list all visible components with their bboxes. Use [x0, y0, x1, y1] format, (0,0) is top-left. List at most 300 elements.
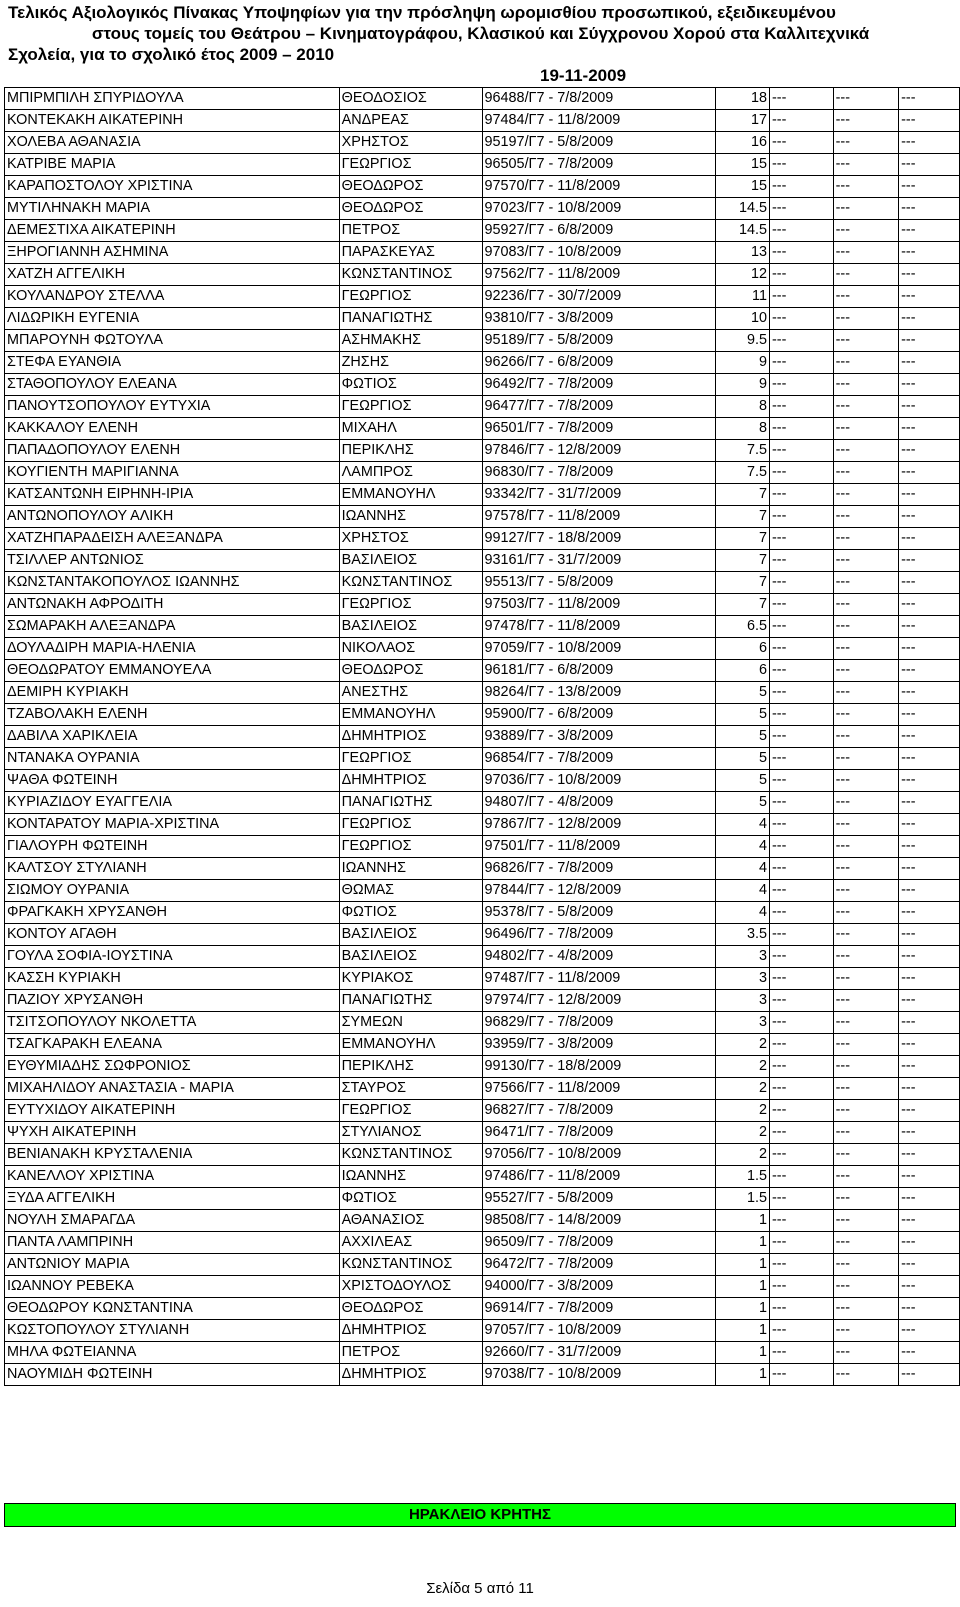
- col7-cell: ---: [899, 770, 960, 792]
- father-name-cell: ΣΥΜΕΩΝ: [339, 1012, 482, 1034]
- father-name-cell: ΠΕΤΡΟΣ: [339, 1342, 482, 1364]
- father-name-cell: ΘΕΟΔΟΣΙΟΣ: [339, 88, 482, 110]
- surname-cell: ΙΩΑΝΝΟΥ ΡΕΒΕΚΑ: [5, 1276, 340, 1298]
- surname-cell: ΝΑΟΥΜΙΔΗ ΦΩΤΕΙΝΗ: [5, 1364, 340, 1386]
- table-row: [5, 836, 960, 858]
- col7-cell: ---: [899, 308, 960, 330]
- title-line-1: Τελικός Αξιολογικός Πίνακας Υποψηφίων για την πρόσληψη ωρομισθίου προσωπικού, εξειδικευμένου: [8, 3, 836, 22]
- col6-cell: ---: [833, 242, 899, 264]
- col7-cell: ---: [899, 528, 960, 550]
- score-cell: 1: [715, 1298, 769, 1320]
- col5-cell: ---: [769, 682, 833, 704]
- table-row: [5, 286, 960, 308]
- protocol-cell: 96471/Γ7 - 7/8/2009: [482, 1122, 715, 1144]
- col5-cell: ---: [769, 330, 833, 352]
- surname-cell: ΧΟΛΕΒΑ ΑΘΑΝΑΣΙΑ: [5, 132, 340, 154]
- col7-cell: ---: [899, 176, 960, 198]
- surname-cell: ΚΟΝΤΟΥ ΑΓΑΘΗ: [5, 924, 340, 946]
- col5-cell: ---: [769, 1144, 833, 1166]
- col6-cell: ---: [833, 198, 899, 220]
- col5-cell: ---: [769, 1188, 833, 1210]
- protocol-cell: 95927/Γ7 - 6/8/2009: [482, 220, 715, 242]
- surname-cell: ΚΟΥΛΑΝΔΡΟΥ ΣΤΕΛΛΑ: [5, 286, 340, 308]
- col7-cell: ---: [899, 704, 960, 726]
- col5-cell: ---: [769, 462, 833, 484]
- protocol-cell: 95189/Γ7 - 5/8/2009: [482, 330, 715, 352]
- col5-cell: ---: [769, 1056, 833, 1078]
- table-row: [5, 330, 960, 352]
- col7-cell: ---: [899, 484, 960, 506]
- surname-cell: ΤΣΑΓΚΑΡΑΚΗ ΕΛΕΑΝΑ: [5, 1034, 340, 1056]
- table-row: [5, 748, 960, 770]
- col6-cell: ---: [833, 858, 899, 880]
- table-row: [5, 924, 960, 946]
- col6-cell: ---: [833, 1342, 899, 1364]
- col5-cell: ---: [769, 946, 833, 968]
- father-name-cell: ΦΩΤΙΟΣ: [339, 902, 482, 924]
- table-row: [5, 946, 960, 968]
- col7-cell: ---: [899, 968, 960, 990]
- col7-cell: ---: [899, 1254, 960, 1276]
- table-row: [5, 462, 960, 484]
- table-row: [5, 1034, 960, 1056]
- father-name-cell: ΑΧΧΙΛΕΑΣ: [339, 1232, 482, 1254]
- col5-cell: ---: [769, 1320, 833, 1342]
- col6-cell: ---: [833, 220, 899, 242]
- col7-cell: ---: [899, 836, 960, 858]
- table-row: [5, 1144, 960, 1166]
- table-row: [5, 1232, 960, 1254]
- col5-cell: ---: [769, 660, 833, 682]
- col6-cell: ---: [833, 352, 899, 374]
- col6-cell: ---: [833, 484, 899, 506]
- score-cell: 3: [715, 1012, 769, 1034]
- table-row: [5, 902, 960, 924]
- father-name-cell: ΕΜΜΑΝΟΥΗΛ: [339, 484, 482, 506]
- col5-cell: ---: [769, 792, 833, 814]
- col7-cell: ---: [899, 1188, 960, 1210]
- protocol-cell: 97056/Γ7 - 10/8/2009: [482, 1144, 715, 1166]
- protocol-cell: 97059/Γ7 - 10/8/2009: [482, 638, 715, 660]
- score-cell: 7.5: [715, 462, 769, 484]
- father-name-cell: ΠΕΡΙΚΛΗΣ: [339, 440, 482, 462]
- col6-cell: ---: [833, 330, 899, 352]
- col5-cell: ---: [769, 264, 833, 286]
- col6-cell: ---: [833, 1232, 899, 1254]
- surname-cell: ΚΥΡΙΑΖΙΔΟΥ ΕΥΑΓΓΕΛΙΑ: [5, 792, 340, 814]
- col7-cell: ---: [899, 506, 960, 528]
- protocol-cell: 97503/Γ7 - 11/8/2009: [482, 594, 715, 616]
- region-banner: ΗΡΑΚΛΕΙΟ ΚΡΗΤΗΣ: [4, 1503, 956, 1527]
- col6-cell: ---: [833, 1364, 899, 1386]
- protocol-cell: 96914/Γ7 - 7/8/2009: [482, 1298, 715, 1320]
- father-name-cell: ΑΣΗΜΑΚΗΣ: [339, 330, 482, 352]
- father-name-cell: ΓΕΩΡΓΙΟΣ: [339, 1100, 482, 1122]
- col6-cell: ---: [833, 1188, 899, 1210]
- surname-cell: ΚΑΚΚΑΛΟΥ ΕΛΕΝΗ: [5, 418, 340, 440]
- col7-cell: ---: [899, 1056, 960, 1078]
- surname-cell: ΠΑΝΟΥΤΣΟΠΟΥΛΟΥ ΕΥΤΥΧΙΑ: [5, 396, 340, 418]
- col6-cell: ---: [833, 308, 899, 330]
- col6-cell: ---: [833, 528, 899, 550]
- col7-cell: ---: [899, 638, 960, 660]
- protocol-cell: 96501/Γ7 - 7/8/2009: [482, 418, 715, 440]
- father-name-cell: ΚΩΝΣΤΑΝΤΙΝΟΣ: [339, 572, 482, 594]
- table-row: [5, 1100, 960, 1122]
- surname-cell: ΣΤΑΘΟΠΟΥΛΟΥ ΕΛΕΑΝΑ: [5, 374, 340, 396]
- score-cell: 1: [715, 1276, 769, 1298]
- score-cell: 4: [715, 814, 769, 836]
- surname-cell: ΜΠΙΡΜΠΙΛΗ ΣΠΥΡΙΔΟΥΛΑ: [5, 88, 340, 110]
- table-row: [5, 418, 960, 440]
- protocol-cell: 95513/Γ7 - 5/8/2009: [482, 572, 715, 594]
- col6-cell: ---: [833, 550, 899, 572]
- col7-cell: ---: [899, 220, 960, 242]
- score-cell: 5: [715, 770, 769, 792]
- surname-cell: ΜΠΑΡΟΥΝΗ ΦΩΤΟΥΛΑ: [5, 330, 340, 352]
- col5-cell: ---: [769, 1342, 833, 1364]
- surname-cell: ΠΑΖΙΟΥ ΧΡΥΣΑΝΘΗ: [5, 990, 340, 1012]
- col7-cell: ---: [899, 990, 960, 1012]
- score-cell: 9.5: [715, 330, 769, 352]
- surname-cell: ΚΑΤΣΑΝΤΩΝΗ ΕΙΡΗΝΗ-ΙΡΙΑ: [5, 484, 340, 506]
- table-row: [5, 1012, 960, 1034]
- col5-cell: ---: [769, 242, 833, 264]
- surname-cell: ΧΑΤΖΗ ΑΓΓΕΛΙΚΗ: [5, 264, 340, 286]
- col6-cell: ---: [833, 176, 899, 198]
- table-row: [5, 264, 960, 286]
- father-name-cell: ΣΤΥΛΙΑΝΟΣ: [339, 1122, 482, 1144]
- surname-cell: ΑΝΤΩΝΑΚΗ ΑΦΡΟΔΙΤΗ: [5, 594, 340, 616]
- col5-cell: ---: [769, 154, 833, 176]
- table-row: [5, 110, 960, 132]
- father-name-cell: ΠΕΡΙΚΛΗΣ: [339, 1056, 482, 1078]
- col7-cell: ---: [899, 1298, 960, 1320]
- surname-cell: ΘΕΟΔΩΡΟΥ ΚΩΝΣΤΑΝΤΙΝΑ: [5, 1298, 340, 1320]
- col7-cell: ---: [899, 352, 960, 374]
- col5-cell: ---: [769, 968, 833, 990]
- col6-cell: ---: [833, 1100, 899, 1122]
- surname-cell: ΚΟΝΤΕΚΑΚΗ ΑΙΚΑΤΕΡΙΝΗ: [5, 110, 340, 132]
- score-cell: 7: [715, 572, 769, 594]
- table-row: [5, 1364, 960, 1386]
- father-name-cell: ΣΤΑΥΡΟΣ: [339, 1078, 482, 1100]
- father-name-cell: ΘΕΟΔΩΡΟΣ: [339, 1298, 482, 1320]
- protocol-cell: 96477/Γ7 - 7/8/2009: [482, 396, 715, 418]
- title-line-3: Σχολεία, για το σχολικό έτος 2009 – 2010: [8, 45, 335, 64]
- col6-cell: ---: [833, 660, 899, 682]
- table-row: [5, 132, 960, 154]
- score-cell: 2: [715, 1034, 769, 1056]
- score-cell: 5: [715, 704, 769, 726]
- score-cell: 13: [715, 242, 769, 264]
- col5-cell: ---: [769, 814, 833, 836]
- col5-cell: ---: [769, 506, 833, 528]
- score-cell: 1.5: [715, 1188, 769, 1210]
- col5-cell: ---: [769, 550, 833, 572]
- protocol-cell: 99127/Γ7 - 18/8/2009: [482, 528, 715, 550]
- table-row: [5, 1166, 960, 1188]
- father-name-cell: ΧΡΗΣΤΟΣ: [339, 132, 482, 154]
- col7-cell: ---: [899, 1166, 960, 1188]
- score-cell: 2: [715, 1144, 769, 1166]
- father-name-cell: ΙΩΑΝΝΗΣ: [339, 1166, 482, 1188]
- protocol-cell: 95378/Γ7 - 5/8/2009: [482, 902, 715, 924]
- score-cell: 1: [715, 1254, 769, 1276]
- col5-cell: ---: [769, 638, 833, 660]
- col5-cell: ---: [769, 1232, 833, 1254]
- protocol-cell: 97578/Γ7 - 11/8/2009: [482, 506, 715, 528]
- protocol-cell: 97844/Γ7 - 12/8/2009: [482, 880, 715, 902]
- father-name-cell: ΠΕΤΡΟΣ: [339, 220, 482, 242]
- score-cell: 2: [715, 1100, 769, 1122]
- protocol-cell: 96492/Γ7 - 7/8/2009: [482, 374, 715, 396]
- score-cell: 14.5: [715, 198, 769, 220]
- col6-cell: ---: [833, 154, 899, 176]
- col6-cell: ---: [833, 1012, 899, 1034]
- score-cell: 6: [715, 638, 769, 660]
- score-cell: 7: [715, 528, 769, 550]
- surname-cell: ΔΑΒΙΛΑ ΧΑΡΙΚΛΕΙΑ: [5, 726, 340, 748]
- surname-cell: ΚΑΡΑΠΟΣΤΟΛΟΥ ΧΡΙΣΤΙΝΑ: [5, 176, 340, 198]
- col5-cell: ---: [769, 132, 833, 154]
- score-cell: 7.5: [715, 440, 769, 462]
- table-row: [5, 528, 960, 550]
- surname-cell: ΝΤΑΝΑΚΑ ΟΥΡΑΝΙΑ: [5, 748, 340, 770]
- col5-cell: ---: [769, 528, 833, 550]
- col6-cell: ---: [833, 418, 899, 440]
- father-name-cell: ΑΘΑΝΑΣΙΟΣ: [339, 1210, 482, 1232]
- protocol-cell: 97478/Γ7 - 11/8/2009: [482, 616, 715, 638]
- score-cell: 7: [715, 484, 769, 506]
- col5-cell: ---: [769, 572, 833, 594]
- surname-cell: ΑΝΤΩΝΙΟΥ ΜΑΡΙΑ: [5, 1254, 340, 1276]
- table-row: [5, 1122, 960, 1144]
- table-row: [5, 704, 960, 726]
- surname-cell: ΚΩΝΣΤΑΝΤΑΚΟΠΟΥΛΟΣ ΙΩΑΝΝΗΣ: [5, 572, 340, 594]
- col5-cell: ---: [769, 396, 833, 418]
- score-cell: 5: [715, 792, 769, 814]
- col6-cell: ---: [833, 1298, 899, 1320]
- col6-cell: ---: [833, 726, 899, 748]
- score-cell: 6: [715, 660, 769, 682]
- surname-cell: ΜΙΧΑΗΛΙΔΟΥ ΑΝΑΣΤΑΣΙΑ - ΜΑΡΙΑ: [5, 1078, 340, 1100]
- surname-cell: ΚΑΤΡΙΒΕ ΜΑΡΙΑ: [5, 154, 340, 176]
- protocol-cell: 95900/Γ7 - 6/8/2009: [482, 704, 715, 726]
- table-row: [5, 88, 960, 110]
- col6-cell: ---: [833, 1056, 899, 1078]
- col5-cell: ---: [769, 924, 833, 946]
- score-cell: 1: [715, 1232, 769, 1254]
- table-row: [5, 308, 960, 330]
- surname-cell: ΔΕΜΕΣΤΙΧΑ ΑΙΚΑΤΕΡΙΝΗ: [5, 220, 340, 242]
- score-cell: 8: [715, 396, 769, 418]
- father-name-cell: ΚΩΝΣΤΑΝΤΙΝΟΣ: [339, 264, 482, 286]
- protocol-cell: 95197/Γ7 - 5/8/2009: [482, 132, 715, 154]
- col6-cell: ---: [833, 968, 899, 990]
- col7-cell: ---: [899, 242, 960, 264]
- col6-cell: ---: [833, 638, 899, 660]
- surname-cell: ΓΙΑΛΟΥΡΗ ΦΩΤΕΙΝΗ: [5, 836, 340, 858]
- father-name-cell: ΘΕΟΔΩΡΟΣ: [339, 660, 482, 682]
- col6-cell: ---: [833, 748, 899, 770]
- protocol-cell: 94802/Γ7 - 4/8/2009: [482, 946, 715, 968]
- father-name-cell: ΚΩΝΣΤΑΝΤΙΝΟΣ: [339, 1254, 482, 1276]
- score-cell: 3: [715, 946, 769, 968]
- col5-cell: ---: [769, 1210, 833, 1232]
- protocol-cell: 92660/Γ7 - 31/7/2009: [482, 1342, 715, 1364]
- score-cell: 3.5: [715, 924, 769, 946]
- col5-cell: ---: [769, 374, 833, 396]
- col7-cell: ---: [899, 880, 960, 902]
- table-row: [5, 220, 960, 242]
- father-name-cell: ΒΑΣΙΛΕΙΟΣ: [339, 616, 482, 638]
- col7-cell: ---: [899, 1012, 960, 1034]
- surname-cell: ΦΡΑΓΚΑΚΗ ΧΡΥΣΑΝΘΗ: [5, 902, 340, 924]
- table-row: [5, 1254, 960, 1276]
- table-row: [5, 726, 960, 748]
- father-name-cell: ΒΑΣΙΛΕΙΟΣ: [339, 946, 482, 968]
- col6-cell: ---: [833, 462, 899, 484]
- col6-cell: ---: [833, 1210, 899, 1232]
- col7-cell: ---: [899, 132, 960, 154]
- col5-cell: ---: [769, 1100, 833, 1122]
- score-cell: 9: [715, 374, 769, 396]
- score-cell: 5: [715, 726, 769, 748]
- score-cell: 9: [715, 352, 769, 374]
- col6-cell: ---: [833, 1122, 899, 1144]
- protocol-cell: 96266/Γ7 - 6/8/2009: [482, 352, 715, 374]
- col6-cell: ---: [833, 880, 899, 902]
- protocol-cell: 94000/Γ7 - 3/8/2009: [482, 1276, 715, 1298]
- protocol-cell: 97562/Γ7 - 11/8/2009: [482, 264, 715, 286]
- col7-cell: ---: [899, 1210, 960, 1232]
- col5-cell: ---: [769, 198, 833, 220]
- col5-cell: ---: [769, 110, 833, 132]
- score-cell: 8: [715, 418, 769, 440]
- col7-cell: ---: [899, 1100, 960, 1122]
- col7-cell: ---: [899, 396, 960, 418]
- col7-cell: ---: [899, 946, 960, 968]
- col6-cell: ---: [833, 1276, 899, 1298]
- protocol-cell: 97057/Γ7 - 10/8/2009: [482, 1320, 715, 1342]
- protocol-cell: 93889/Γ7 - 3/8/2009: [482, 726, 715, 748]
- col5-cell: ---: [769, 1078, 833, 1100]
- table-row: [5, 484, 960, 506]
- col5-cell: ---: [769, 616, 833, 638]
- surname-cell: ΚΑΝΕΛΛΟΥ ΧΡΙΣΤΙΝΑ: [5, 1166, 340, 1188]
- score-cell: 12: [715, 264, 769, 286]
- father-name-cell: ΓΕΩΡΓΙΟΣ: [339, 396, 482, 418]
- col6-cell: ---: [833, 1078, 899, 1100]
- surname-cell: ΚΑΛΤΣΟΥ ΣΤΥΛΙΑΝΗ: [5, 858, 340, 880]
- col6-cell: ---: [833, 572, 899, 594]
- protocol-cell: 97083/Γ7 - 10/8/2009: [482, 242, 715, 264]
- col6-cell: ---: [833, 990, 899, 1012]
- surname-cell: ΞΥΔΑ ΑΓΓΕΛΙΚΗ: [5, 1188, 340, 1210]
- surname-cell: ΧΑΤΖΗΠΑΡΑΔΕΙΣΗ ΑΛΕΞΑΝΔΡΑ: [5, 528, 340, 550]
- father-name-cell: ΔΗΜΗΤΡΙΟΣ: [339, 1364, 482, 1386]
- father-name-cell: ΕΜΜΑΝΟΥΗΛ: [339, 1034, 482, 1056]
- col6-cell: ---: [833, 1166, 899, 1188]
- surname-cell: ΤΣΙΛΛΕΡ ΑΝΤΩΝΙΟΣ: [5, 550, 340, 572]
- table-row: [5, 374, 960, 396]
- col7-cell: ---: [899, 1078, 960, 1100]
- father-name-cell: ΧΡΙΣΤΟΔΟΥΛΟΣ: [339, 1276, 482, 1298]
- col7-cell: ---: [899, 550, 960, 572]
- surname-cell: ΛΙΔΩΡΙΚΗ ΕΥΓΕΝΙΑ: [5, 308, 340, 330]
- score-cell: 11: [715, 286, 769, 308]
- col7-cell: ---: [899, 154, 960, 176]
- father-name-cell: ΒΑΣΙΛΕΙΟΣ: [339, 924, 482, 946]
- surname-cell: ΞΗΡΟΓΙΑΝΝΗ ΑΣΗΜΙΝΑ: [5, 242, 340, 264]
- protocol-cell: 97036/Γ7 - 10/8/2009: [482, 770, 715, 792]
- col7-cell: ---: [899, 1144, 960, 1166]
- protocol-cell: 93161/Γ7 - 31/7/2009: [482, 550, 715, 572]
- col7-cell: ---: [899, 792, 960, 814]
- col6-cell: ---: [833, 1320, 899, 1342]
- score-cell: 4: [715, 836, 769, 858]
- col6-cell: ---: [833, 396, 899, 418]
- score-cell: 5: [715, 682, 769, 704]
- col5-cell: ---: [769, 1122, 833, 1144]
- col7-cell: ---: [899, 814, 960, 836]
- col5-cell: ---: [769, 770, 833, 792]
- father-name-cell: ΓΕΩΡΓΙΟΣ: [339, 836, 482, 858]
- col7-cell: ---: [899, 418, 960, 440]
- col6-cell: ---: [833, 616, 899, 638]
- col6-cell: ---: [833, 594, 899, 616]
- score-cell: 4: [715, 880, 769, 902]
- table-body: [5, 88, 960, 1386]
- father-name-cell: ΙΩΑΝΝΗΣ: [339, 858, 482, 880]
- col7-cell: ---: [899, 726, 960, 748]
- surname-cell: ΚΑΣΣΗ ΚΥΡΙΑΚΗ: [5, 968, 340, 990]
- col6-cell: ---: [833, 836, 899, 858]
- table-row: [5, 550, 960, 572]
- father-name-cell: ΠΑΡΑΣΚΕΥΑΣ: [339, 242, 482, 264]
- father-name-cell: ΓΕΩΡΓΙΟΣ: [339, 814, 482, 836]
- table-row: [5, 858, 960, 880]
- col6-cell: ---: [833, 286, 899, 308]
- protocol-cell: 93342/Γ7 - 31/7/2009: [482, 484, 715, 506]
- col5-cell: ---: [769, 220, 833, 242]
- protocol-cell: 97566/Γ7 - 11/8/2009: [482, 1078, 715, 1100]
- score-cell: 4: [715, 902, 769, 924]
- col6-cell: ---: [833, 440, 899, 462]
- col7-cell: ---: [899, 110, 960, 132]
- father-name-cell: ΖΗΣΗΣ: [339, 352, 482, 374]
- father-name-cell: ΓΕΩΡΓΙΟΣ: [339, 286, 482, 308]
- col5-cell: ---: [769, 88, 833, 110]
- col7-cell: ---: [899, 748, 960, 770]
- father-name-cell: ΘΩΜΑΣ: [339, 880, 482, 902]
- father-name-cell: ΛΑΜΠΡΟΣ: [339, 462, 482, 484]
- protocol-cell: 97038/Γ7 - 10/8/2009: [482, 1364, 715, 1386]
- table-row: [5, 1298, 960, 1320]
- col5-cell: ---: [769, 1276, 833, 1298]
- father-name-cell: ΑΝΕΣΤΗΣ: [339, 682, 482, 704]
- protocol-cell: 97846/Γ7 - 12/8/2009: [482, 440, 715, 462]
- protocol-cell: 98264/Γ7 - 13/8/2009: [482, 682, 715, 704]
- score-cell: 3: [715, 990, 769, 1012]
- father-name-cell: ΙΩΑΝΝΗΣ: [339, 506, 482, 528]
- score-cell: 15: [715, 154, 769, 176]
- col5-cell: ---: [769, 1034, 833, 1056]
- protocol-cell: 97974/Γ7 - 12/8/2009: [482, 990, 715, 1012]
- protocol-cell: 96830/Γ7 - 7/8/2009: [482, 462, 715, 484]
- col6-cell: ---: [833, 1034, 899, 1056]
